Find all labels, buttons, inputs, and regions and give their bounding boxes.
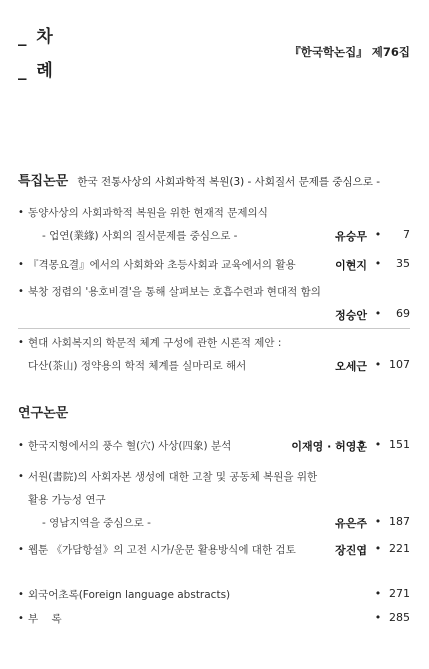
entry-author: 이재영 · 허영훈	[291, 440, 367, 453]
bullet-icon: •	[18, 471, 24, 482]
bullet-icon: •	[18, 207, 24, 218]
entry-author: 정승안	[335, 309, 367, 322]
journal-title	[289, 44, 410, 60]
entry-title-line: 『격몽요결』에서의 사회화와 초등사회과 교육에서의 활용	[28, 259, 296, 271]
bullet-icon: •	[18, 613, 24, 624]
feature-subtitle: 한국 전통사상의 사회과학적 복원(3) - 사회질서 문제를 중심으로 -	[77, 176, 381, 188]
entry-title-line: 웹툰 《가담항설》의 고전 시가/운문 활용방식에 대한 검토	[28, 544, 296, 556]
entry-author: 유승무	[335, 230, 367, 243]
toc-heading-line1: _ 차	[18, 27, 55, 47]
entry-title-line: 부 록	[28, 613, 62, 625]
entry-author: 오세근	[335, 360, 367, 373]
toc-heading-line2: _ 례	[18, 61, 55, 81]
entry-title-line: 현대 사회복지의 학문적 체계 구성에 관한 시론적 제안 :	[28, 337, 282, 349]
research-label: 연구논문	[18, 406, 69, 421]
entry-title-line: 서원(書院)의 사회자본 생성에 대한 고찰 및 공동체 복원을 위한	[28, 471, 318, 483]
entry-page: 221	[389, 542, 410, 555]
separator-dot: •	[374, 358, 382, 371]
feature-section-header	[18, 170, 380, 189]
entry-title-line: - 영남지역을 중심으로 -	[42, 517, 151, 529]
separator-dot: •	[374, 438, 382, 451]
entry-author: 장진엽	[335, 544, 367, 557]
entry-page: 151	[389, 438, 410, 451]
bullet-icon: •	[18, 589, 24, 600]
entry-title-line: 동양사상의 사회과학적 복원을 위한 현재적 문제의식	[28, 207, 268, 219]
separator-dot: •	[374, 307, 382, 320]
entry-page: 107	[389, 358, 410, 371]
entry-page: 35	[396, 257, 410, 270]
bullet-icon: •	[18, 286, 24, 297]
entry-page: 187	[389, 515, 410, 528]
bullet-icon: •	[18, 440, 24, 451]
entry-title-line: 다산(茶山) 정약용의 학적 체계를 실마리로 해서	[28, 360, 247, 372]
entry-author: 이현지	[335, 259, 367, 272]
separator-dot: •	[374, 228, 382, 241]
bullet-icon: •	[18, 337, 24, 348]
bullet-icon: •	[18, 259, 24, 270]
entry-page: 285	[389, 611, 410, 624]
separator-dot: •	[374, 257, 382, 270]
bullet-icon: •	[18, 544, 24, 555]
entry-page: 69	[396, 307, 410, 320]
entry-author: 유은주	[335, 517, 367, 530]
separator-dot: •	[374, 542, 382, 555]
divider	[18, 328, 410, 329]
entry-title-line: 한국지형에서의 풍수 혈(穴) 사상(四象) 분석	[28, 440, 232, 452]
separator-dot: •	[374, 515, 382, 528]
feature-label: 특집논문	[18, 174, 69, 189]
entry-title-line: - 업연(業緣) 사회의 질서문제를 중심으로 -	[42, 230, 238, 242]
separator-dot: •	[374, 587, 382, 600]
entry-title-line: 외국어초록(Foreign language abstracts)	[28, 589, 231, 601]
entry-title-line: 활용 가능성 연구	[28, 494, 106, 506]
separator-dot: •	[374, 611, 382, 624]
entry-title-line: 북창 정렴의 '용호비결'을 통해 살펴보는 호흡수련과 현대적 함의	[28, 286, 321, 298]
entry-page: 7	[403, 228, 410, 241]
journal-name: 『한국학논집』 제76집	[289, 45, 410, 59]
entry-page: 271	[389, 587, 410, 600]
